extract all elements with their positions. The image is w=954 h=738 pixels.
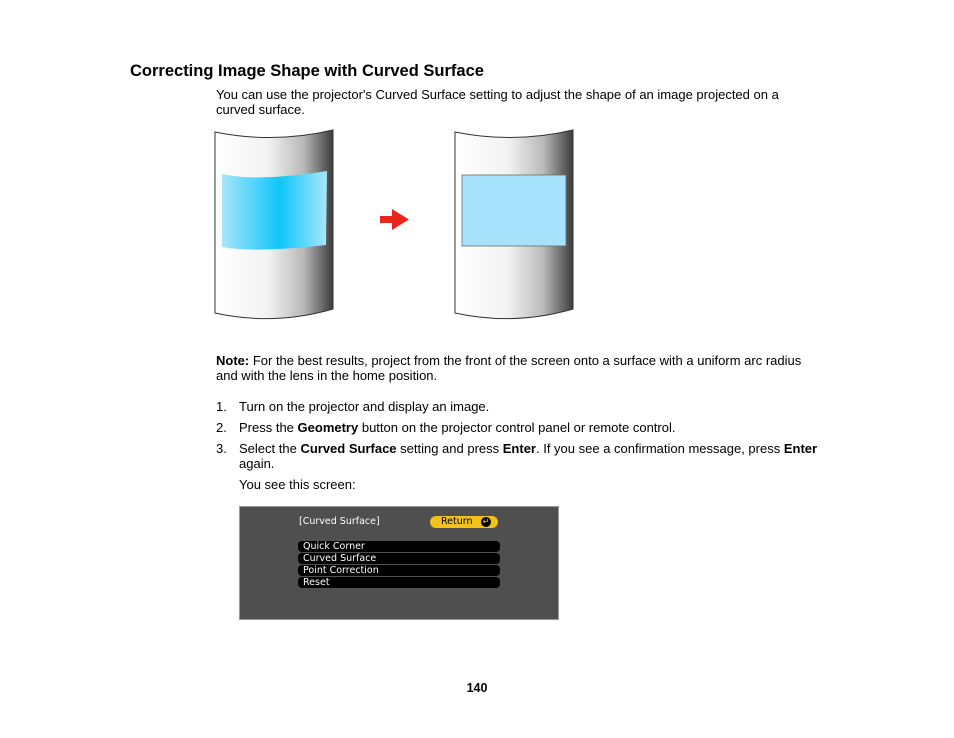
step-text: Turn on the projector and display an image. <box>239 399 490 414</box>
distorted-image <box>222 171 327 250</box>
step-number: 2. <box>216 420 227 435</box>
osd-item-curved-surface[interactable]: Curved Surface <box>298 553 500 564</box>
osd-menu-screenshot <box>239 506 559 620</box>
corrected-image <box>462 175 566 246</box>
note-paragraph <box>216 353 826 383</box>
enter-icon: ↵ <box>482 517 490 526</box>
step-text: Press the Geometry button on the projector control panel or remote control. <box>239 420 676 435</box>
note-label: Note: <box>216 353 250 368</box>
osd-item-reset[interactable]: Reset <box>298 577 500 588</box>
see-screen-text: You see this screen: <box>239 477 356 492</box>
curved-surface-illustration <box>212 127 582 323</box>
intro-paragraph: You can use the projector's Curved Surface setting to adjust the shape of an image projected on a curved surface. <box>216 87 779 117</box>
arrow-right-icon <box>380 209 409 230</box>
osd-item-point-correction[interactable]: Point Correction <box>298 565 500 576</box>
page-heading: Correcting Image Shape with Curved Surface <box>130 62 484 80</box>
step-text: Select the Curved Surface setting and press Enter. If you see a confirmation message, press Enter again. <box>239 441 818 471</box>
step-number: 3. <box>216 441 227 456</box>
osd-return-label: Return <box>441 516 473 527</box>
osd-return-button[interactable] <box>430 516 498 528</box>
step-number: 1. <box>216 399 227 414</box>
page-number: 140 <box>466 681 488 695</box>
note-text: For the best results, project from the front of the screen onto a surface with a uniform arc radius and with the lens in the home position. <box>216 353 802 383</box>
curved-screen-before <box>215 130 333 319</box>
osd-menu-title: [Curved Surface] <box>299 516 380 527</box>
osd-item-quick-corner[interactable]: Quick Corner <box>298 541 500 552</box>
curved-screen-after <box>455 130 573 319</box>
